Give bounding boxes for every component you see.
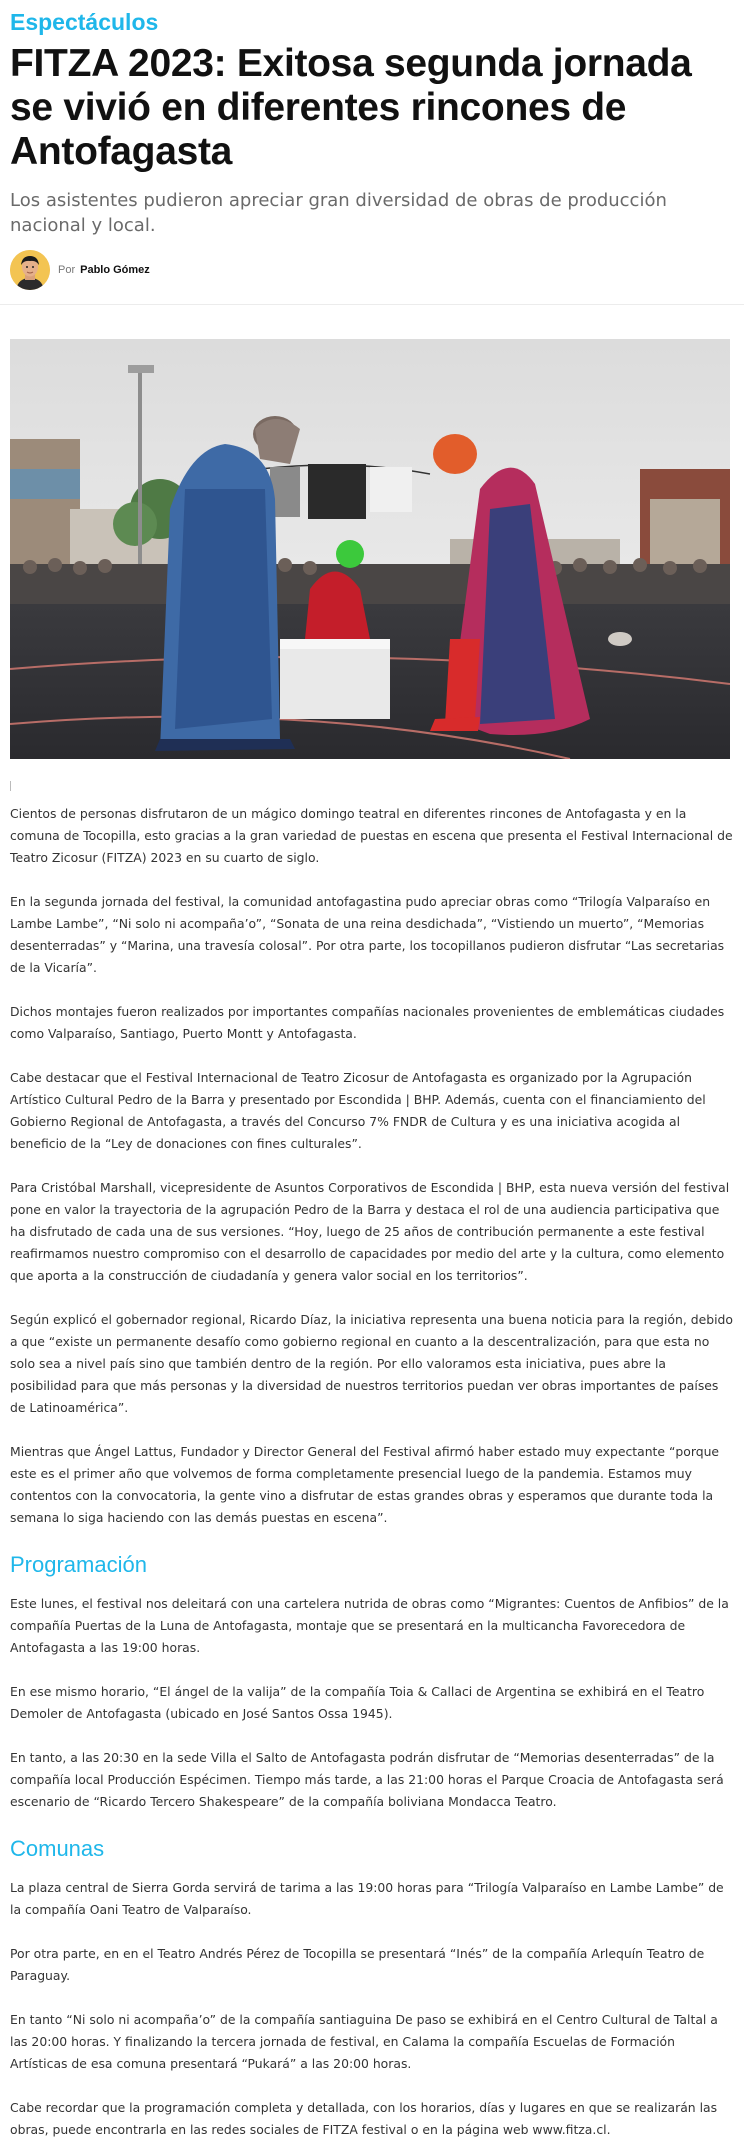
body-paragraph: Mientras que Ángel Lattus, Fundador y Director General del Festival afirmó haber estado muy expectante “porque este es el primer año que volvemos de forma completamente presencial luego de la pandemia. Estamos muy contentos con la convocatoria, la gente vino a disfrutar de estas grandes obras y esperamos que durante toda la semana lo siga haciendo con las demás puestas en escena”. <box>10 1444 720 1525</box>
section-label[interactable]: Espectáculos <box>10 9 159 35</box>
author-avatar[interactable] <box>10 250 50 290</box>
body-paragraph: Por otra parte, en en el Teatro Andrés Pérez de Tocopilla se presentará “Inés” de la compañía Arlequín Teatro de Paraguay. <box>10 1946 705 1983</box>
comunas-section <box>10 1877 734 2141</box>
body-paragraph: Cientos de personas disfrutaron de un mágico domingo teatral en diferentes rincones de Antofagasta y en la comuna de Tocopilla, esto gracias a la gran variedad de puestas en escena que presenta el Festival Internacional de Teatro Zicosur (FITZA) 2023 en su cuarto de siglo. <box>10 806 733 865</box>
byline <box>10 248 734 292</box>
body-paragraph: En ese mismo horario, “El ángel de la valija” de la compañía Toia & Callaci de Argentina se exhibirá en el Teatro Demoler de Antofagasta (ubicado en José Santos Ossa 1945). <box>10 1684 705 1721</box>
byline-prefix: Por <box>58 264 76 276</box>
body-paragraph: Este lunes, el festival nos deleitará con una cartelera nutrida de obras como “Migrantes: Cuentos de Anfibios” de la compañía Puertas de la Luna de Antofagasta, montaje que se presentará en la multicancha Favorecedora de Antofagasta a las 19:00 horas. <box>10 1596 729 1655</box>
programacion-section <box>10 1593 734 1813</box>
programacion-heading: Programación <box>10 1552 147 1577</box>
body-paragraph: Cabe destacar que el Festival Internacional de Teatro Zicosur de Antofagasta es organizado por la Agrupación Artístico Cultural Pedro de la Barra y presentado por Escondida | BHP. Además, cuenta con el financiamiento del Gobierno Regional de Antofagasta, a través del Concurso 7% FNDR de Cultura y es una iniciativa acogida al beneficio de la “Ley de donaciones con fines culturales”. <box>10 1070 706 1151</box>
body-paragraph: En tanto, a las 20:30 en la sede Villa el Salto de Antofagasta podrán disfrutar de “Memorias desenterradas” de la compañía local Producción Espécimen. Tiempo más tarde, a las 21:00 horas el Parque Croacia de Antofagasta será escenario de “Ricardo Tercero Shakespeare” de la compañía boliviana Mondacca Teatro. <box>10 1750 724 1809</box>
article-subtitle: Los asistentes pudieron apreciar gran diversidad de obras de producción nacional y local. <box>10 190 667 236</box>
body-paragraph: La plaza central de Sierra Gorda servirá de tarima a las 19:00 horas para “Trilogía Valparaíso en Lambe Lambe” de la compañía Oani Teatro de Valparaíso. <box>10 1880 724 1917</box>
author-avatar-image <box>10 250 50 290</box>
body-paragraph: Para Cristóbal Marshall, vicepresidente de Asuntos Corporativos de Escondida | BHP, esta nueva versión del festival pone en valor la trayectoria de la agrupación Pedro de la Barra y destaca el rol de una audiencia participativa que ha disfrutado de cada una de sus versiones. “Hoy, luego de 25 años de contribución permanente a este festival reafirmamos nuestro compromiso con el desarrollo de capacidades por medio del arte y la cultura, como elemento que aporta a la construcción de ciudadanía y genera valor social en los territorios”. <box>10 1180 730 1283</box>
header-divider <box>0 304 744 305</box>
body-paragraph: En tanto “Ni solo ni acompaña’o” de la compañía santiaguina De paso se exhibirá en el Centro Cultural de Taltal a las 20:00 horas. Y finalizando la tercera jornada de festival, en Calama la compañía Escuelas de Formación Artísticas de esa comuna presentará “Pukará” a las 20:00 horas. <box>10 2012 718 2071</box>
comunas-heading: Comunas <box>10 1836 105 1861</box>
article-headline: FITZA 2023: Exitosa segunda jornada se vivió en diferentes rincones de Antofagasta <box>10 42 692 173</box>
author-name[interactable]: Pablo Gómez <box>80 264 150 276</box>
article-page <box>0 8 744 2141</box>
hero-photo <box>10 339 730 759</box>
caption-marker <box>10 781 11 791</box>
body-paragraph: En la segunda jornada del festival, la comunidad antofagastina pudo apreciar obras como “Trilogía Valparaíso en Lambe Lambe”, “Ni solo ni acompaña’o”, “Sonata de una reina desdichada”, “Vistiendo un muerto”, “Memorias desenterradas” y “Marina, una travesía colosal”. Por otra parte, los tocopillanos pudieron disfrutar “Las secretarias de la Vicaría”. <box>10 894 725 975</box>
article-body <box>10 803 734 1529</box>
body-paragraph: Cabe recordar que la programación completa y detallada, con los horarios, días y lugares en que se realizarán las obras, puede encontrarla en las redes sociales de FITZA festival o en la página web www.fitza.cl. <box>10 2100 718 2137</box>
body-paragraph: Según explicó el gobernador regional, Ricardo Díaz, la iniciativa representa una buena noticia para la región, debido a que “existe un permanente desafío como gobierno regional en cuanto a la descentralización, para que esta no solo sea a nivel país sino que también dentro de la región. Por ello valoramos esta iniciativa, pues abre la posibilidad para que más personas y la diversidad de nuestros territorios puedan ver obras importantes de países de Latinoamérica”. <box>10 1312 733 1415</box>
body-paragraph: Dichos montajes fueron realizados por importantes compañías nacionales provenientes de emblemáticas ciudades como Valparaíso, Santiago, Puerto Montt y Antofagasta. <box>10 1004 725 1041</box>
